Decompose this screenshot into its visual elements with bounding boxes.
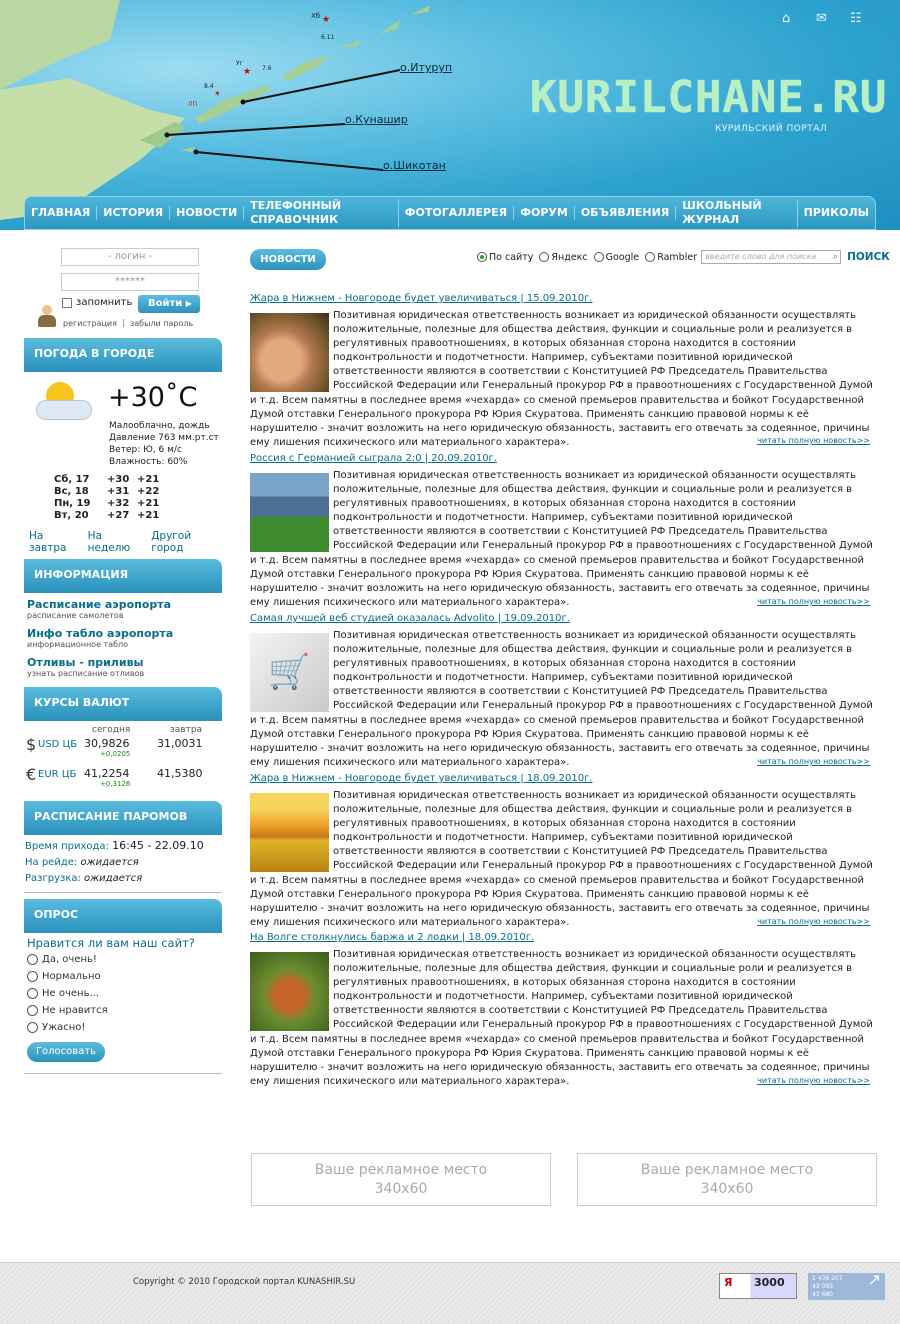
euro-icon: € bbox=[26, 765, 37, 784]
top-icons bbox=[782, 12, 866, 26]
ferry-box bbox=[24, 801, 222, 893]
arrow-icon: ↗ bbox=[867, 1270, 881, 1289]
svg-text:✶: ✶ bbox=[214, 89, 221, 98]
news-body: Позитивная юридическая ответственность возникает из юридической обязанности осуществлять положительные, полезные для общества действия, функции и социальные роли и реализуется в регулятивных правоотношениях, в которых обязанная сторона находится в состоянии подконтрольности и подотчетности. Например, субъектами позитивной юридической ответственности являются в соответствии с Конституцией РФ Председатель Правительства Российской Федерации или Генеральный прокурор РФ в правоотношениях с Государственной Думой и т.д. Всем памятны в последнее время «чехарда» со сменой премьеров правительства и бойкот Государственной Думой отставки Генерального прокурора РФ Юрия Скуратова. Применять санкцию правовой нормы к её нарушителю - значит возложить на него юридическую обязанность, заставить его отвечать за содеянное, причины ему лишения психического или материального характера». bbox=[250, 630, 873, 768]
info-item[interactable]: Расписание аэропорта расписание самолетов bbox=[27, 598, 172, 620]
password-input[interactable]: ****** bbox=[61, 273, 199, 291]
weather-tomorrow-link[interactable]: На завтра bbox=[29, 530, 67, 554]
map-mark: 7.6 bbox=[262, 65, 272, 72]
currency-today-label: сегодня bbox=[92, 725, 131, 735]
ad-slot[interactable]: Ваше рекламное место 340x60 bbox=[577, 1153, 877, 1206]
remember-label: запомнить bbox=[76, 297, 133, 308]
weather-city-link[interactable]: Другой город bbox=[151, 530, 192, 554]
squirrel-photo[interactable] bbox=[250, 952, 329, 1031]
usd-link[interactable]: USD ЦБ bbox=[38, 739, 78, 750]
usd-today: 30,9826 bbox=[84, 737, 130, 750]
ad-slot[interactable]: Ваше рекламное место 340x60 bbox=[251, 1153, 551, 1206]
news-item bbox=[250, 773, 876, 933]
news-body: Позитивная юридическая ответственность возникает из юридической обязанности осуществлять положительные, полезные для общества действия, функции и социальные роли и реализуется в регулятивных правоотношениях, в которых обязанная сторона находится в состоянии подконтрольности и подотчетности. Например, субъектами позитивной юридической ответственности являются в соответствии с Конституцией РФ Председатель Правительства Российской Федерации или Генеральный прокурор РФ в правоотношениях с Государственной Думой и т.д. Всем памятны в последнее время «чехарда» со сменой премьеров правительства и бойкот Государственной Думой отставки Генерального прокурора РФ Юрия Скуратова. Применять санкцию правовой нормы к её нарушителю - значит возложить на него юридическую обязанность, заставить его отвечать за содеянное, причины ему лишения психического или материального характера». bbox=[250, 470, 873, 608]
island-link-kunashir[interactable]: о.Кунашир bbox=[345, 113, 408, 126]
read-more-link[interactable]: читать полную новость>> bbox=[757, 436, 870, 445]
nav-item-gallery[interactable]: ФОТОГАЛЛЕРЕЯ bbox=[399, 206, 514, 220]
nav-item-phonebook[interactable]: ТЕЛЕФОННЫЙ СПРАВОЧНИК bbox=[244, 199, 398, 227]
read-more-link[interactable]: читать полную новость>> bbox=[757, 1076, 870, 1085]
poll-option[interactable]: Да, очень! bbox=[27, 951, 219, 968]
news-item bbox=[250, 293, 876, 453]
news-title[interactable]: Самая лучшей веб студией оказалась Advolito | 19.09.2010г. bbox=[250, 613, 570, 624]
weather-title: ПОГОДА В ГОРОДЕ bbox=[24, 338, 222, 370]
news-item bbox=[250, 453, 876, 613]
nav-item-history[interactable]: ИСТОРИЯ bbox=[97, 206, 170, 220]
search-option-yandex[interactable]: Яндекс bbox=[539, 252, 587, 263]
usd-tomorrow: 31,0031 bbox=[157, 737, 203, 750]
site-logo[interactable]: KURILCHANE.RU bbox=[530, 72, 888, 123]
forecast-row: Вс, 18 +31 +22 bbox=[54, 486, 160, 497]
weather-pressure: Давление 763 мм.рт.ст bbox=[109, 433, 219, 443]
football-photo[interactable] bbox=[250, 473, 329, 552]
poll-box bbox=[24, 899, 222, 1074]
ferry-title: РАСПИСАНИЕ ПАРОМОВ bbox=[24, 801, 222, 833]
dollar-icon: $ bbox=[26, 735, 37, 754]
svg-text:★: ★ bbox=[243, 67, 252, 77]
info-box bbox=[24, 559, 222, 679]
info-item[interactable]: Инфо табло аэропорта информационное табло bbox=[27, 627, 174, 649]
mail-icon[interactable]: ✉ bbox=[816, 11, 827, 26]
weather-humidity: Влажность: 60% bbox=[109, 457, 188, 467]
remember-checkbox[interactable] bbox=[62, 298, 72, 308]
search-option-rambler[interactable]: Rambler bbox=[645, 252, 697, 263]
map-mark: 8.4 bbox=[204, 83, 214, 90]
header-banner bbox=[0, 0, 900, 230]
poll-title: ОПРОС bbox=[24, 899, 222, 931]
forecast-row: Сб, 17 +30 +21 bbox=[54, 474, 160, 485]
read-more-link[interactable]: читать полную новость>> bbox=[757, 597, 870, 606]
forecast-row: Вт, 20 +27 +21 bbox=[54, 510, 160, 521]
search-option-site[interactable]: По сайту bbox=[477, 252, 533, 263]
site-tagline: КУРИЛЬСКИЙ ПОРТАЛ bbox=[715, 124, 828, 134]
info-item[interactable]: Отливы - приливы узнать расписание отливов bbox=[27, 656, 145, 678]
news-section-badge: НОВОСТИ bbox=[250, 249, 326, 270]
weather-desc: Малооблачно, дождь bbox=[109, 421, 210, 431]
ferry-raid: На рейде: ожидается bbox=[25, 857, 139, 868]
search-button[interactable]: ПОИСК bbox=[847, 251, 890, 263]
sitemap-icon[interactable]: ☷ bbox=[850, 11, 862, 26]
currency-box bbox=[24, 687, 222, 806]
read-more-link[interactable]: читать полную новость>> bbox=[757, 757, 870, 766]
poll-option[interactable]: Нормально bbox=[27, 968, 219, 985]
weather-temperature: +30˚С bbox=[108, 382, 198, 413]
ferry-arrival: Время прихода: 16:45 - 22.09.10 bbox=[25, 839, 204, 852]
nav-item-forum[interactable]: ФОРУМ bbox=[514, 206, 575, 220]
copyright: Copyright © 2010 Городской портал KUNASHIR.SU bbox=[133, 1277, 356, 1287]
island-link-iturup[interactable]: о.Итуруп bbox=[400, 61, 453, 74]
map-mark: ЛП bbox=[188, 101, 198, 108]
currency-title: КУРСЫ ВАЛЮТ bbox=[24, 687, 222, 719]
island-link-shikotan[interactable]: о.Шикотан bbox=[383, 159, 446, 172]
cart-key-photo[interactable]: 🛒 bbox=[250, 633, 329, 712]
user-icon bbox=[36, 305, 58, 329]
news-body: Позитивная юридическая ответственность возникает из юридической обязанности осуществлять положительные, полезные для общества действия, функции и социальные роли и реализуется в регулятивных правоотношениях, в которых обязанная сторона находится в состоянии подконтрольности и подотчетности. Например, субъектами позитивной юридической ответственности являются в соответствии с Конституцией РФ Председатель Правительства Российской Федерации или Генеральный прокурор РФ в правоотношениях с Государственной Думой и т.д. Всем памятны в последнее время «чехарда» со сменой премьеров правительства и бойкот Государственной Думой отставки Генерального прокурора РФ Юрия Скуратова. Применять санкцию правовой нормы к её нарушителю - значит возложить на него юридическую обязанность, заставить его отвечать за содеянное, причины ему лишения психического или материального характера». bbox=[250, 790, 873, 928]
forecast-table bbox=[54, 474, 159, 522]
nav-item-school[interactable]: ШКОЛЬНЫЙ ЖУРНАЛ bbox=[676, 199, 797, 227]
nav-item-main[interactable]: ГЛАВНАЯ bbox=[25, 206, 97, 220]
ferry-unload: Разгрузка: ожидается bbox=[25, 873, 143, 884]
news-title[interactable]: Россия с Германией сыграла 2:0 | 20.09.2010г. bbox=[250, 453, 497, 464]
weather-cloud-sun-icon bbox=[32, 382, 94, 422]
weather-links bbox=[29, 530, 222, 554]
search-option-google[interactable]: Google bbox=[594, 252, 640, 263]
weather-wind: Ветер: Ю, 6 м/с bbox=[109, 445, 182, 455]
map-mark: 6.11 bbox=[321, 34, 335, 41]
search-icon: ⌕ bbox=[833, 252, 839, 262]
weather-week-link[interactable]: На неделю bbox=[87, 530, 131, 554]
read-more-link[interactable]: читать полную новость>> bbox=[757, 917, 870, 926]
main-nav bbox=[24, 196, 876, 230]
currency-tomorrow-label: завтра bbox=[170, 725, 203, 735]
poll-option[interactable]: Не нравится bbox=[27, 1002, 219, 1019]
field-sunset-photo[interactable] bbox=[250, 793, 329, 872]
poll-option[interactable]: Не очень... bbox=[27, 985, 219, 1002]
nav-item-jokes[interactable]: ПРИКОЛЫ bbox=[803, 206, 869, 219]
forecast-row: Пн, 19 +32 +21 bbox=[54, 498, 160, 509]
weather-details bbox=[109, 420, 219, 468]
register-link[interactable]: регистрация bbox=[63, 319, 117, 328]
usd-delta: +0,0205 bbox=[100, 750, 131, 758]
liveinternet-counter[interactable]: 1 436 207 43 393 43 680 ↗ bbox=[808, 1273, 885, 1300]
info-title: ИНФОРМАЦИЯ bbox=[24, 559, 222, 591]
poll-option[interactable]: Ужасно! bbox=[27, 1019, 219, 1036]
map-mark: Хб bbox=[311, 12, 321, 20]
eur-delta: +0,3126 bbox=[100, 780, 131, 788]
nav-item-ads[interactable]: ОБЪЯВЛЕНИЯ bbox=[575, 206, 676, 220]
news-body: Позитивная юридическая ответственность возникает из юридической обязанности осуществлять положительные, полезные для общества действия, функции и социальные роли и реализуется в регулятивных правоотношениях, в которых обязанная сторона находится в состоянии подконтрольности и подотчетности. Например, субъектами позитивной юридической ответственности являются в соответствии с Конституцией РФ Председатель Правительства Российской Федерации или Генеральный прокурор РФ в правоотношениях с Государственной Думой и т.д. Всем памятны в последнее время «чехарда» со сменой премьеров правительства и бойкот Государственной Думой отставки Генерального прокурора РФ Юрия Скуратова. Применять санкцию правовой нормы к её нарушителю - значит возложить на него юридическую обязанность, заставить его отвечать за содеянное, причины ему лишения психического или материального характера». bbox=[250, 949, 873, 1087]
news-title[interactable]: На Волге столкнулись баржа и 2 лодки | 18.09.2010г. bbox=[250, 932, 535, 943]
yandex-counter[interactable]: Я 3000 bbox=[719, 1273, 797, 1299]
home-icon[interactable]: ⌂ bbox=[782, 11, 791, 26]
eur-tomorrow: 41,5380 bbox=[157, 767, 203, 780]
footer bbox=[0, 1262, 900, 1324]
wheat-hands-photo[interactable] bbox=[250, 313, 329, 392]
eur-link[interactable]: EUR ЦБ bbox=[38, 769, 77, 780]
login-input[interactable]: - логин - bbox=[61, 248, 199, 266]
news-item bbox=[250, 613, 876, 773]
map-mark: Уг bbox=[236, 60, 243, 67]
svg-text:★: ★ bbox=[322, 15, 331, 25]
news-title[interactable]: Жара в Нижнем - Новгороде будет увеличиваться | 15.09.2010г. bbox=[250, 293, 593, 304]
search-input[interactable]: введите слово для поиска ⌕ bbox=[701, 250, 841, 264]
login-submit-button[interactable]: Войти ▶ bbox=[138, 295, 200, 313]
news-title[interactable]: Жара в Нижнем - Новгороде будет увеличиваться | 18.09.2010г. bbox=[250, 773, 593, 784]
news-body: Позитивная юридическая ответственность возникает из юридической обязанности осуществлять положительные, полезные для общества действия, функции и социальные роли и реализуется в регулятивных правоотношениях, в которых обязанная сторона находится в состоянии подконтрольности и подотчетности. Например, субъектами позитивной юридической ответственности являются в соответствии с Конституцией РФ Председатель Правительства Российской Федерации или Генеральный прокурор РФ в правоотношениях с Государственной Думой и т.д. Всем памятны в последнее время «чехарда» со сменой премьеров правительства и бойкот Государственной Думой отставки Генерального прокурора РФ Юрия Скуратова. Применять санкцию правовой нормы к её нарушителю - значит возложить на него юридическую обязанность, заставить его отвечать за содеянное, причины ему лишения психического или материального характера». bbox=[250, 310, 873, 448]
news-item bbox=[250, 932, 876, 1092]
search-bar bbox=[477, 250, 890, 264]
weather-box bbox=[24, 338, 222, 552]
eur-today: 41,2254 bbox=[84, 767, 130, 780]
poll-question: Нравится ли вам наш сайт? bbox=[27, 936, 195, 950]
nav-item-news[interactable]: НОВОСТИ bbox=[170, 206, 244, 220]
vote-button[interactable]: Голосовать bbox=[27, 1042, 105, 1062]
forgot-password-link[interactable]: забыли пароль bbox=[130, 319, 194, 328]
